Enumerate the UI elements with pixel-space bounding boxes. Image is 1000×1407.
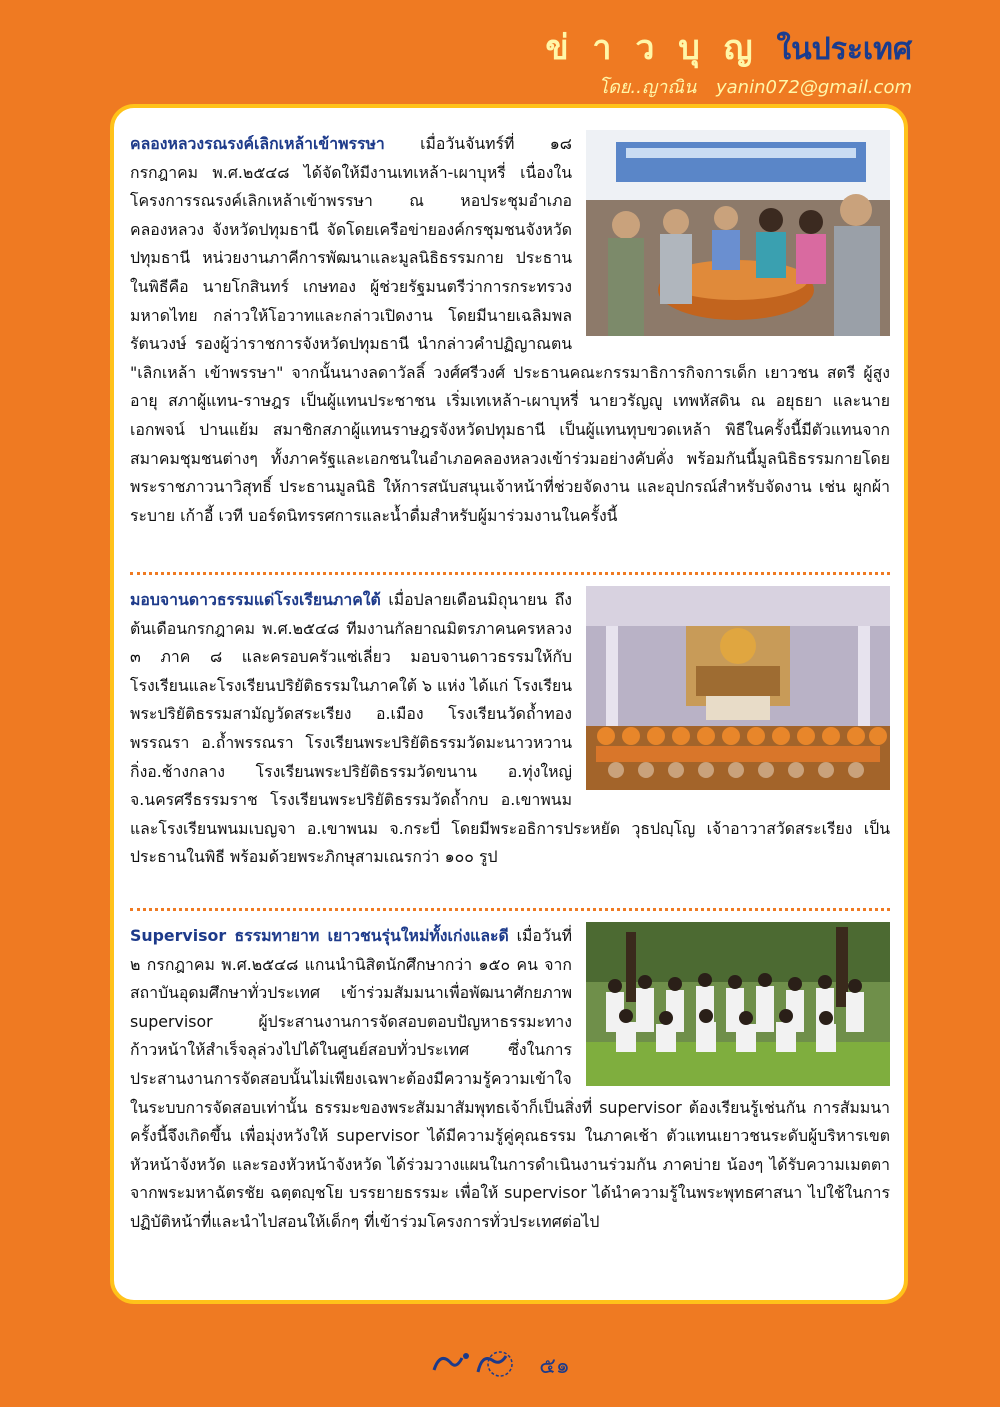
header-title-sub: ในประเทศ	[776, 32, 912, 67]
byline-email: yanin072@gmail.com	[715, 77, 912, 98]
byline	[545, 72, 912, 101]
divider-1	[130, 572, 890, 575]
ceremony-photo-image	[586, 130, 890, 336]
content-card	[110, 104, 908, 1304]
article-2-text	[130, 586, 890, 872]
article-2-title: มอบจานดาวธรรมแด่โรงเรียนภาคใต้	[130, 590, 381, 609]
article-3-body: เมื่อวันที่ ๒ กรกฎาคม พ.ศ.๒๕๔๘ แกนนำนิสิตนักศึกษากว่า ๑๕๐ คน จากสถาบันอุดมศึกษาทั่วประเทศ เข้าร่วมสัมมนาเพื่อพัฒนาศักยภาพ supervisor ผู้ประสานงานการจัดสอบตอบปัญหาธรรมะทางก้าวหน้าให้สำเร็จลุล่วงไปได้ในศูนย์สอบทั่วประเทศ ซึ่งในการประสานงานการจัดสอบนั้นไม่เพียงเฉพาะต้องมีความรู้ความเข้าใจในระบบการจัดสอบเท่านั้น ธรรมะของพระสัมมาสัมพุทธเจ้าก็เป็นสิ่งที่ supervisor ต้องเรียนรู้เช่นกัน การสัมมนาครั้งนี้จึงเกิดขึ้น เพื่อมุ่งหวังให้ supervisor ได้มีความรู้คู่คุณธรรม ในภาคเช้า ตัวแทนเยาวชนระดับผู้บริหารเขต หัวหน้าจังหวัด และรองหัวหน้าจังหวัด ได้ร่วมวางแผนในการดำเนินงานร่วมกัน ภาคบ่าย น้องๆ ได้รับความเมตตาจากพระมหาฉัตรชัย ฉตฺตญฺชโย บรรยายธรรมะ เพื่อให้ supervisor ได้นำความรู้ในพระพุทธศาสนา ไปใช้ในการปฏิบัติหน้าที่และนำไปสอนให้เด็กๆ ที่เข้าร่วมโครงการทั่วประเทศต่อไป	[130, 926, 890, 1231]
divider-2	[130, 908, 890, 911]
byline-author: โดย..ญาณิน	[598, 77, 697, 98]
page-footer	[0, 1346, 1000, 1384]
magazine-logo-icon	[430, 1346, 526, 1384]
header-title	[545, 28, 912, 70]
article-3-text	[130, 922, 890, 1237]
article-3-title: Supervisor ธรรมทายาท เยาวชนรุ่นใหม่ทั้งเก่งและดี	[130, 926, 509, 945]
article-1-body: เมื่อวันจันทร์ที่ ๑๘ กรกฎาคม พ.ศ.๒๕๔๘ ได้จัดให้มีงานเทเหล้า-เผาบุหรี่ เนื่องในโครงการรณรงค์เลิกเหล้าเข้าพรรษา ณ หอประชุมอำเภอคลองหลวง จังหวัดปทุมธานี จัดโดยเครือข่ายองค์กรชุมชนจังหวัดปทุมธานี หน่วยงานภาคีการพัฒนาและมูลนิธิธรรมกาย ประธานในพิธีคือ นายโกสินทร์ เกษทอง ผู้ช่วยรัฐมนตรีว่าการกระทรวงมหาดไทย กล่าวให้โอวาทและกล่าวเปิดงาน โดยมีนายเฉลิมพล รัตนวงษ์ รองผู้ว่าราชการจังหวัดปทุมธานี นำกล่าวคำปฏิญาณตน "เลิกเหล้า เข้าพรรษา" จากนั้นนางลดาวัลลิ์ วงศ์ศรีวงศ์ ประธานคณะกรรมาธิการกิจการเด็ก เยาวชน สตรี ผู้สูงอายุ สภาผู้แทน-ราษฎร เป็นผู้แทนประชาชน เริ่มเทเหล้า-เผาบุหรี่ นายวรัญญู เทพหัสดิน ณ อยุธยา และนายเอกพจน์ ปานแย้ม สมาชิกสภาผู้แทนราษฎรจังหวัดปทุมธานี เป็นผู้แทนทุบขวดเหล้า พิธีในครั้งนี้มีตัวแทนจากสมาคมชุมชนต่างๆ ทั้งภาครัฐและเอกชนในอำเภอคลองหลวงเข้าร่วมอย่างคับคั่ง พร้อมกันนี้มูลนิธิธรรมกายโดยพระราชภาวนาวิสุทธิ์ ประธานมูลนิธิ ให้การสนับสนุนเจ้าหน้าที่ช่วยจัดงาน และอุปกรณ์สำหรับจัดงาน เช่น ผูกผ้าระบาย เก้าอี้ เวที บอร์ดนิทรรศการและน้ำดื่มสำหรับผู้มาร่วมงานในครั้งนี้	[130, 134, 890, 525]
article-3-photo	[586, 922, 890, 1086]
header-title-main: ข่ า ว บุ ญ	[545, 28, 759, 68]
article-1-title: คลองหลวงรณรงค์เลิกเหล้าเข้าพรรษา	[130, 134, 385, 153]
article-1-photo	[586, 130, 890, 336]
monks-photo-image	[586, 586, 890, 790]
article-2-photo	[586, 586, 890, 790]
group-photo-image	[586, 922, 890, 1086]
page-number: ๕๑	[539, 1353, 570, 1379]
article-1	[130, 130, 890, 530]
article-2	[130, 586, 890, 872]
article-1-text	[130, 130, 890, 530]
page-header	[545, 28, 912, 101]
article-3	[130, 922, 890, 1237]
article-2-body: เมื่อปลายเดือนมิถุนายน ถึง ต้นเดือนกรกฎาคม พ.ศ.๒๕๔๘ ทีมงานกัลยาณมิตรภาคนครหลวง ๓ ภาค ๘ และครอบครัวแซ่เลี่ยว มอบจานดาวธรรมให้กับโรงเรียนและโรงเรียนปริยัติธรรมในภาคใต้ ๖ แห่ง ได้แก่ โรงเรียนพระปริยัติธรรมสามัญวัดสระเรียง อ.เมือง โรงเรียนวัดถ้ำทองพรรณรา อ.ถ้ำพรรณรา โรงเรียนพระปริยัติธรรมวัดมะนาวหวาน กิ่งอ.ช้างกลาง โรงเรียนพระปริยัติธรรมวัดขนาน อ.ทุ่งใหญ่ จ.นครศรีธรรมราช โรงเรียนพระปริยัติธรรมวัดถ้ำกบ อ.เขาพนม และโรงเรียนพนมเบญจา อ.เขาพนม จ.กระบี่ โดยมีพระอธิการประหยัด วุธปญฺโญ เจ้าอาวาสวัดสระเรียง เป็นประธานในพิธี พร้อมด้วยพระภิกษุสามเณรกว่า ๑๐๐ รูป	[130, 590, 890, 867]
